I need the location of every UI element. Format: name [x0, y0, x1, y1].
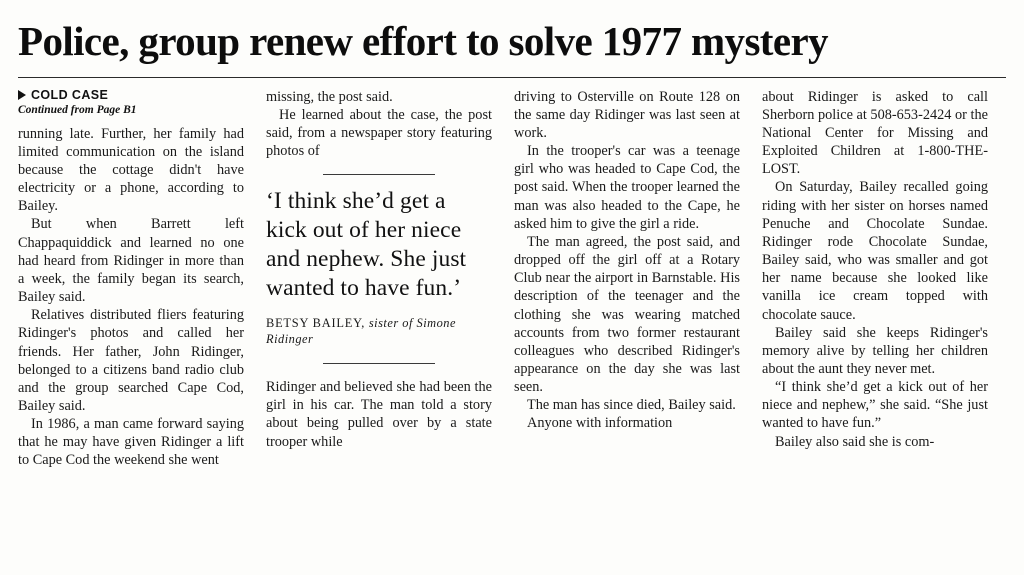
column-2	[266, 88, 492, 451]
paragraph: missing, the post said.	[266, 88, 393, 105]
paragraph: But when Barrett left Chappaquiddick and learned no one had heard from Ridinger in more than a week, the family began its search, Bailey said.	[18, 216, 244, 306]
column-1	[18, 88, 244, 470]
paragraph: about Ridinger is asked to call Sherborn police at 508-653-2424 or the National Center for Missing and Exploited Children at 1-800-THE-LOST.	[762, 88, 988, 178]
paragraph: In the trooper's car was a teenage girl who was headed to Cape Cod, the post said. When the trooper learned the man was also headed to the Cape, he asked him to give the girl a ride.	[514, 143, 740, 232]
kicker-label: COLD CASE	[31, 87, 109, 102]
attribution-name: BETSY BAILEY,	[266, 315, 366, 330]
paragraph: The man agreed, the post said, and dropped off the girl off at a Rotary Club near the airport in Barnstable. His description of the teenager and the clothing she was wearing matched accounts from two former restaurant colleagues who described Ridinger's appearance on the day she was last seen.	[514, 233, 740, 396]
column-3	[514, 88, 740, 433]
pullquote-bottom-rule	[323, 363, 435, 364]
page-title: Police, group renew effort to solve 1977 mystery	[18, 18, 828, 64]
pullquote-text: ‘I think she’d get a kick out of her niece and nephew. She just wanted to have fun.’	[266, 188, 467, 301]
pullquote-top-rule	[323, 174, 435, 175]
paragraph: Ridinger and believed she had been the girl in his car. The man told a story about being pulled over by a state trooper while	[266, 379, 492, 450]
paragraph: Bailey also said she is com-	[775, 433, 935, 450]
paragraph: driving to Osterville on Route 128 on the same day Ridinger was last seen at work.	[514, 88, 740, 141]
triangle-icon	[18, 90, 26, 100]
paragraph: He learned about the case, the post said, from a newspaper story featuring photos of	[266, 106, 492, 160]
attribution-role: sister of Simone Ridinger	[266, 315, 456, 346]
paragraph: On Saturday, Bailey recalled going riding with her sister on horses named Penuche and Chocolate Sundae. Ridinger rode Chocolate Sundae, Bailey said, who was smaller and got her name because she looked like vanilla ice cream topped with chocolate sauce.	[762, 179, 988, 323]
article-columns	[18, 88, 1006, 470]
pullquote-attribution	[266, 315, 492, 347]
continued-from: Continued from Page B1	[18, 103, 137, 116]
section-kicker	[18, 88, 244, 102]
paragraph: In 1986, a man came forward saying that he may have given Ridinger a lift to Cape Cod the weekend she went	[18, 416, 244, 469]
paragraph: The man has since died, Bailey said.	[527, 397, 736, 414]
pullquote-block	[266, 174, 492, 364]
paragraph: running late. Further, her family had limited communication on the island because the cottage didn't have electricity or a phone, according to Bailey.	[18, 125, 244, 215]
paragraph: Relatives distributed fliers featuring Ridinger's photos and called her friends. Her father, John Ridinger, belonged to a citizens band radio club and the group searched Cape Cod, Bailey said.	[18, 307, 244, 414]
column-4	[762, 88, 988, 451]
paragraph: “I think she’d get a kick out of her niece and nephew,” she said. “She just wanted to have fun.”	[762, 379, 988, 432]
paragraph: Bailey said she keeps Ridinger's memory alive by telling her children about the aunt they never met.	[762, 324, 988, 377]
headline-rule	[18, 77, 1006, 78]
paragraph: Anyone with information	[527, 415, 673, 432]
